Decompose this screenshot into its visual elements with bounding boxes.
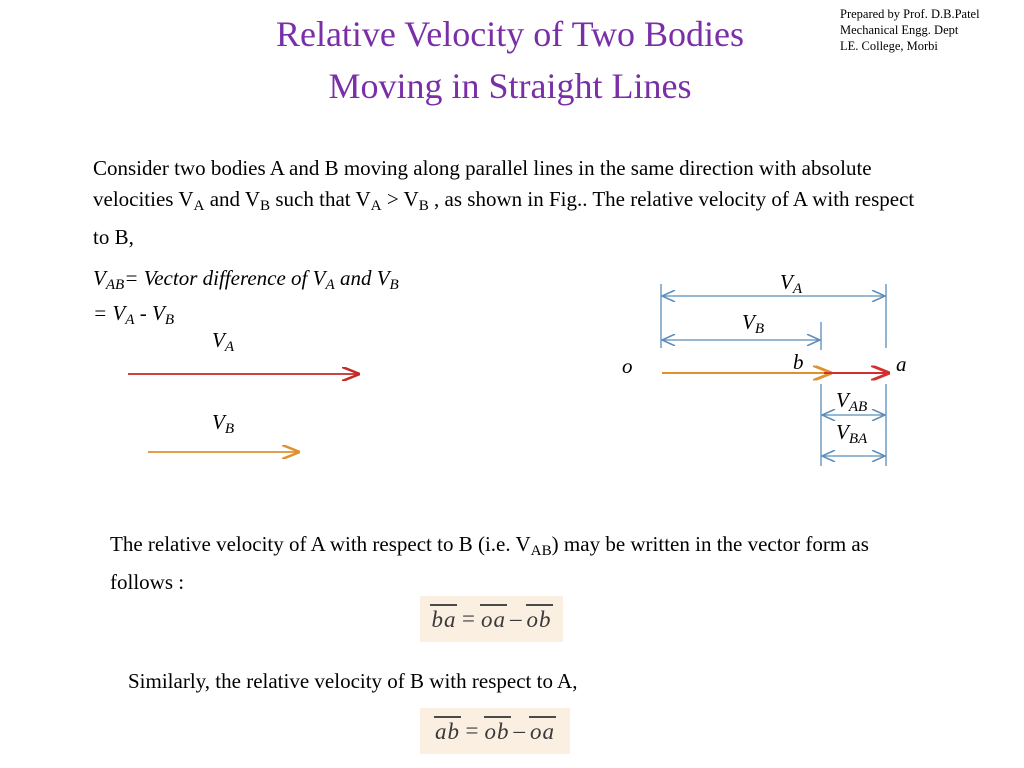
title-line-2: Moving in Straight Lines bbox=[328, 66, 692, 106]
formula2-minus: – bbox=[513, 718, 527, 743]
equation-line-2 bbox=[93, 299, 399, 334]
intro-text-4: > V bbox=[381, 187, 419, 211]
right-diagram-label-vb bbox=[742, 310, 764, 338]
formula2-term-ob: ob bbox=[484, 716, 511, 747]
formula1-equals: = bbox=[460, 606, 478, 631]
eq1-sub-ab: AB bbox=[105, 277, 125, 294]
page-title bbox=[150, 8, 870, 112]
left-diagram-label-vb bbox=[212, 410, 234, 438]
left-va-subscript: A bbox=[224, 339, 235, 356]
vector-form-text-2: ) may be written in the vector form as follows : bbox=[110, 532, 869, 595]
formula1-term-ba: ba bbox=[430, 604, 457, 635]
eq1-and: and V bbox=[334, 266, 390, 290]
eq1-text: = Vector difference of V bbox=[124, 266, 326, 290]
vector-form-paragraph bbox=[110, 529, 900, 598]
eq1-sub-b: B bbox=[389, 277, 399, 294]
eq2-sub-a: A bbox=[125, 312, 135, 329]
right-vab-subscript: AB bbox=[848, 399, 868, 416]
formula1-term-ob: ob bbox=[526, 604, 553, 635]
similarly-paragraph: Similarly, the relative velocity of B with respect to A, bbox=[128, 669, 578, 693]
right-vb-symbol: V bbox=[742, 310, 755, 334]
right-diagram-label-va bbox=[780, 270, 802, 298]
right-diagram-label-vab bbox=[836, 388, 867, 416]
right-vba-subscript: BA bbox=[848, 431, 868, 448]
eq2-minus: - V bbox=[134, 301, 165, 326]
right-vba-symbol: V bbox=[836, 420, 849, 444]
left-vb-subscript: B bbox=[224, 421, 235, 438]
eq2-eq: = V bbox=[93, 301, 126, 326]
right-va-subscript: A bbox=[792, 281, 803, 298]
intro-text-5: , as shown in Fig.. The relative velocity of A with respect to B, bbox=[93, 187, 915, 250]
right-vb-subscript: B bbox=[754, 321, 765, 338]
credit-line-2: Mechanical Engg. Dept bbox=[840, 23, 959, 37]
eq1-sub-a: A bbox=[325, 277, 335, 294]
point-label-b: b bbox=[793, 350, 804, 374]
formula2-term-ab: ab bbox=[434, 716, 461, 747]
intro-sub-3: A bbox=[370, 198, 382, 215]
intro-text-2: and V bbox=[204, 187, 261, 211]
title-line-1: Relative Velocity of Two Bodies bbox=[275, 14, 745, 54]
intro-text-1: Consider two bodies A and B moving along parallel lines in the same direction with absolute velocities V bbox=[93, 156, 872, 211]
intro-sub-4: B bbox=[418, 198, 429, 215]
formula2-term-oa: oa bbox=[529, 716, 556, 747]
vector-form-text-1: The relative velocity of A with respect to B (i.e. V bbox=[110, 532, 531, 556]
formula1-minus: – bbox=[510, 606, 523, 631]
intro-text-3: such that V bbox=[270, 187, 371, 211]
left-diagram-label-va bbox=[212, 328, 234, 356]
formula2-equals: = bbox=[463, 718, 481, 743]
intro-sub-1: A bbox=[193, 198, 205, 215]
eq2-sub-b: B bbox=[164, 312, 175, 329]
right-vab-symbol: V bbox=[836, 388, 849, 412]
right-diagram-label-vba bbox=[836, 420, 867, 448]
intro-sub-2: B bbox=[260, 198, 271, 215]
left-va-symbol: V bbox=[212, 328, 225, 352]
right-va-symbol: V bbox=[780, 270, 793, 294]
equation-line-1 bbox=[93, 264, 399, 299]
credit-line-1: Prepared by Prof. D.B.Patel bbox=[840, 7, 980, 21]
formula-ba bbox=[420, 596, 563, 642]
vector-difference-equation bbox=[93, 264, 399, 334]
point-label-a: a bbox=[896, 352, 907, 376]
eq1-v: V bbox=[93, 266, 106, 290]
intro-paragraph bbox=[93, 153, 923, 253]
point-label-o: o bbox=[622, 354, 633, 378]
credit-line-3: LE. College, Morbi bbox=[840, 39, 938, 53]
formula1-term-oa: oa bbox=[480, 604, 507, 635]
formula-ab bbox=[420, 708, 570, 754]
vector-form-sub: AB bbox=[530, 543, 552, 560]
left-vb-symbol: V bbox=[212, 410, 225, 434]
